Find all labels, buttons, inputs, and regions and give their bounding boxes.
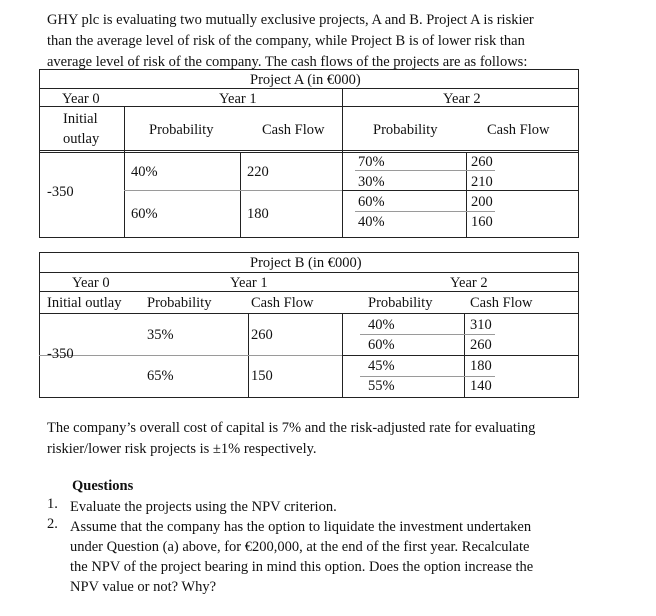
project-b-y1-cf: 260 [251, 327, 273, 343]
project-b-year2: Year 2 [450, 275, 488, 291]
question-line: Assume that the company has the option to liquidate the investment undertaken [70, 519, 532, 535]
project-a-year0: Year 0 [62, 91, 100, 107]
project-a-outlay-label: outlay [63, 131, 100, 147]
questions-heading: Questions [72, 478, 134, 494]
project-b-y1-cf: 150 [251, 368, 273, 384]
paragraph-line: riskier/lower risk projects is ±1% respectively. [47, 441, 317, 457]
project-a-y2-cf: 260 [471, 154, 493, 170]
question-item [47, 497, 607, 517]
project-b-y2-cf: 260 [470, 337, 492, 353]
project-b-y1-prob: 65% [147, 368, 174, 384]
project-a-prob2-header: Probability [373, 122, 438, 138]
project-b-title: Project B (in €000) [250, 255, 362, 271]
intro-line: than the average level of risk of the company, while Project B is of lower risk than [47, 33, 525, 49]
project-a-cf-header: Cash Flow [262, 122, 325, 138]
project-b-year1: Year 1 [230, 275, 268, 291]
intro-line: average level of risk of the company. The cash flows of the projects are as follows: [47, 54, 528, 70]
question-line: NPV value or not? Why? [70, 579, 217, 595]
project-a-y2-prob: 70% [358, 154, 385, 170]
project-a-y2-cf: 160 [471, 214, 493, 230]
project-a-cf2-header: Cash Flow [487, 122, 550, 138]
project-b-y2-prob: 55% [368, 378, 395, 394]
paragraph-line: The company’s overall cost of capital is 7% and the risk-adjusted rate for evaluating [47, 420, 536, 436]
project-b-y2-cf: 180 [470, 358, 492, 374]
project-a-y1-cf: 180 [247, 206, 269, 222]
cost-of-capital-paragraph [47, 418, 587, 460]
project-a-y2-prob: 60% [358, 194, 385, 210]
project-b-cf-header: Cash Flow [251, 295, 314, 311]
project-a-year1: Year 1 [219, 91, 257, 107]
project-a-y1-cf: 220 [247, 164, 269, 180]
project-b-cf2-header: Cash Flow [470, 295, 533, 311]
project-b-year0: Year 0 [72, 275, 110, 291]
questions-list [47, 497, 607, 597]
project-b-y2-prob: 45% [368, 358, 395, 374]
project-b-y1-prob: 35% [147, 327, 174, 343]
project-b-initial-outlay-label: Initial outlay [47, 295, 122, 311]
project-b-prob-header: Probability [147, 295, 212, 311]
question-item [47, 517, 607, 597]
project-a-y2-prob: 40% [358, 214, 385, 230]
project-a-prob-header: Probability [149, 122, 214, 138]
question-line: Evaluate the projects using the NPV criterion. [70, 499, 337, 515]
question-number: 2. [47, 516, 58, 532]
project-a-y1-prob: 60% [131, 206, 158, 222]
project-b-y2-prob: 60% [368, 337, 395, 353]
project-b-outlay: -350 [47, 346, 74, 362]
project-a-y2-prob: 30% [358, 174, 385, 190]
project-a-year2: Year 2 [443, 91, 481, 107]
question-line: the NPV of the project bearing in mind this option. Does the option increase the [70, 559, 534, 575]
project-b-y2-cf: 310 [470, 317, 492, 333]
project-b-y2-cf: 140 [470, 378, 492, 394]
project-a-outlay: -350 [47, 184, 74, 200]
question-line: under Question (a) above, for €200,000, at the end of the first year. Recalculate [70, 539, 530, 555]
project-a-initial-label: Initial [63, 111, 98, 127]
project-a-y2-cf: 210 [471, 174, 493, 190]
project-b-y2-prob: 40% [368, 317, 395, 333]
project-a-y2-cf: 200 [471, 194, 493, 210]
project-a-y1-prob: 40% [131, 164, 158, 180]
intro-line: GHY plc is evaluating two mutually exclusive projects, A and B. Project A is riskier [47, 12, 534, 28]
project-a-title: Project A (in €000) [250, 72, 361, 88]
question-number: 1. [47, 496, 58, 512]
project-b-prob2-header: Probability [368, 295, 433, 311]
